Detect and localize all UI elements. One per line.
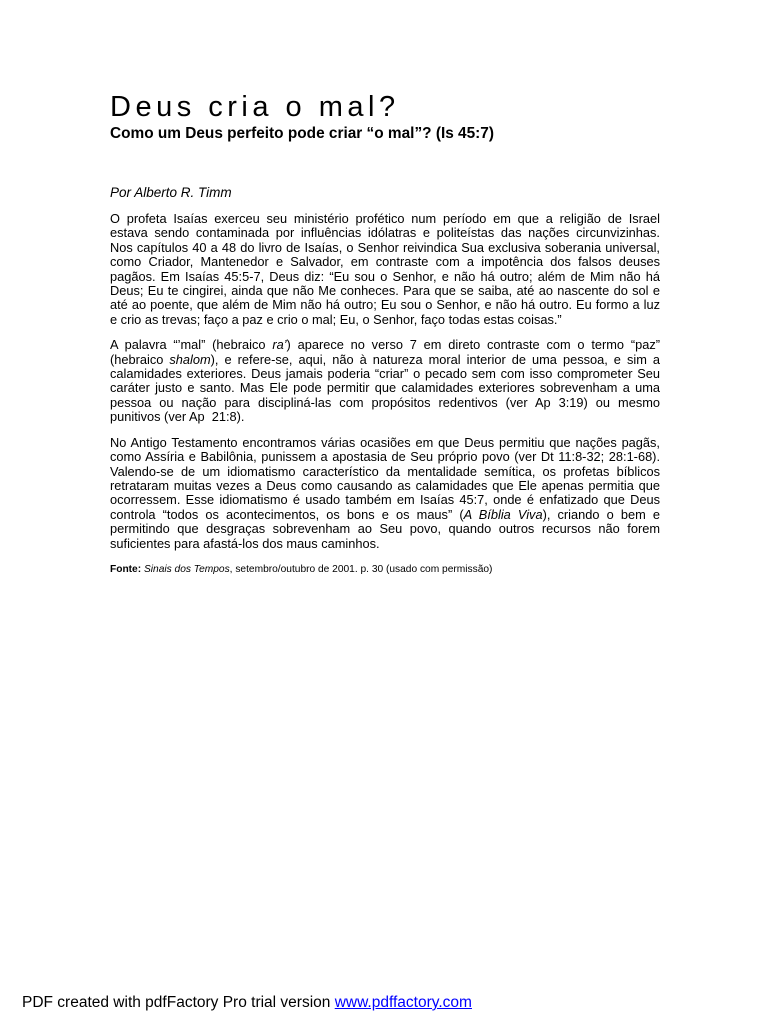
pdffactory-link[interactable]: www.pdffactory.com xyxy=(334,994,472,1011)
text-line: calamidades exteriores. Deus jamais poderia “criar” o pecado sem com isso comprometer Seu xyxy=(110,366,660,382)
text-line: retrataram muitas vezes a Deus como causando as calamidades que Ele apenas permitia que xyxy=(110,477,660,493)
text-line: Deus; Eu te cingirei, ainda que não Me conheces. Para que se saiba, até ao nascente do sol e xyxy=(110,283,660,299)
source-label: Fonte: xyxy=(110,563,142,575)
document-page xyxy=(110,90,660,576)
text-line: permitindo que desgraças sobrevenham ao Seu povo, quando outros recursos não forem xyxy=(110,521,660,537)
text-line xyxy=(110,338,660,352)
italic-term: A Bíblia Viva xyxy=(463,506,543,522)
text-line: Valendo-se de um idiomatismo característico da mentalidade semítica, os profetas bíblicos xyxy=(110,463,660,479)
paragraph-3 xyxy=(110,436,660,551)
footer-text: PDF created with pdfFactory Pro trial version xyxy=(22,994,335,1011)
paragraph-2 xyxy=(110,338,660,424)
text-line: como Criador, Mantenedor e Salvador, em contraste com a impotência dos falsos deuses xyxy=(110,254,660,270)
text-segment: A palavra “’mal” (hebraico xyxy=(110,337,273,353)
document-subtitle: Como um Deus perfeito pode criar “o mal”? (Is 45:7) xyxy=(110,125,494,142)
text-line xyxy=(110,508,660,522)
text-line: punitivos (ver Ap 21:8). xyxy=(110,409,245,425)
text-line: pagãos. Em Isaías 45:5-7, Deus diz: “Eu sou o Senhor, e não há outro; além de Mim não há xyxy=(110,268,660,284)
text-segment: ) aparece no verso 7 em direto contraste com o termo “paz” xyxy=(286,337,661,353)
text-line: pessoa ou nação para discipliná-las com propósitos redentivos (ver Ap 3:19) ou mesmo xyxy=(110,394,660,410)
text-line: estava sendo contaminada por influências idólatras e politeístas das nações circunvizinhas. xyxy=(110,225,660,241)
pdf-footer xyxy=(22,994,472,1012)
italic-term: shalom xyxy=(169,351,211,367)
document-title: Deus cria o mal? xyxy=(110,91,400,123)
text-segment: ), criando o bem e xyxy=(542,506,660,522)
text-line: e crio as trevas; faço a paz e crio o mal; Eu, o Senhor, faço todas estas coisas.” xyxy=(110,311,562,327)
text-line: No Antigo Testamento encontramos várias ocasiões em que Deus permitiu que nações pagãs, xyxy=(110,434,660,450)
source-details: , setembro/outubro de 2001. p. 30 (usado com permissão) xyxy=(229,563,493,575)
paragraph-1 xyxy=(110,212,660,327)
byline: Por Alberto R. Timm xyxy=(110,185,232,200)
text-line: O profeta Isaías exerceu seu ministério profético num período em que a religião de Israel xyxy=(110,211,660,226)
text-line: como Assíria e Babilônia, punissem a apostasia de Seu próprio povo (ver Dt 11:8-32; 28:1-68). xyxy=(110,449,660,465)
text-line: caráter justo e santo. Mas Ele pode permitir que calamidades exteriores sobrevenham a uma xyxy=(110,380,660,396)
text-segment: (hebraico xyxy=(110,351,170,367)
text-segment: ), e refere-se, aqui, não à natureza moral interior de uma pessoa, e sim a xyxy=(210,351,661,367)
text-line xyxy=(110,353,660,367)
text-line: até ao poente, que além de Mim não há outro; Eu sou o Senhor, e não há outro. Eu formo a luz xyxy=(110,297,660,313)
text-line: ocorressem. Esse idiomatismo é usado também em Isaías 45:7, onde é enfatizado que Deus xyxy=(110,492,660,508)
text-line: suficientes para afastá-los dos maus caminhos. xyxy=(110,535,380,551)
source-publication: Sinais dos Tempos xyxy=(143,563,230,575)
text-segment: controla “todos os acontecimentos, os bons e os maus” ( xyxy=(110,506,464,522)
source-note xyxy=(110,564,660,576)
text-line: Nos capítulos 40 a 48 do livro de Isaías, o Senhor reivindica Sua exclusiva soberania universal, xyxy=(110,239,660,255)
italic-term: ra’ xyxy=(272,337,287,353)
